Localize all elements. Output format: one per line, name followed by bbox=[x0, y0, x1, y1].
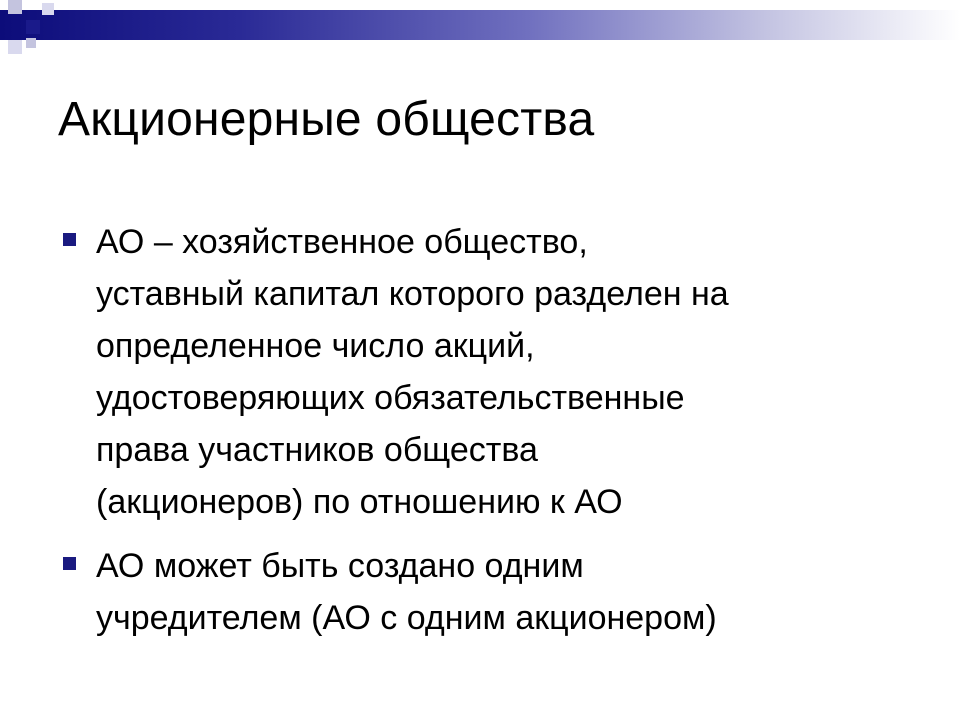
decorative-square bbox=[26, 38, 36, 48]
decorative-square bbox=[8, 0, 22, 14]
bullet-text-line: определенное число акций, bbox=[96, 327, 535, 365]
bullet-list bbox=[60, 216, 920, 656]
bullet-text-line: АО может быть создано одним bbox=[96, 547, 584, 585]
header-gradient-band bbox=[0, 10, 960, 40]
slide-title: Акционерные общества bbox=[58, 93, 595, 146]
bullet-text-line: АО – хозяйственное общество, bbox=[96, 223, 588, 261]
decorative-square bbox=[42, 3, 54, 15]
decorative-square bbox=[26, 20, 40, 34]
bullet-text-line: уставный капитал которого разделен на bbox=[96, 275, 729, 313]
decorative-square bbox=[8, 40, 22, 54]
bullet-text-line: права участников общества bbox=[96, 431, 538, 469]
square-bullet-icon bbox=[63, 557, 76, 570]
bullet-text-line: удостоверяющих обязательственные bbox=[96, 379, 685, 417]
bullet-item bbox=[60, 216, 920, 528]
bullet-text-line: (акционеров) по отношению к АО bbox=[96, 483, 623, 521]
square-bullet-icon bbox=[63, 233, 76, 246]
bullet-item bbox=[60, 540, 920, 644]
bullet-text-line: учредителем (АО с одним акционером) bbox=[96, 599, 717, 637]
